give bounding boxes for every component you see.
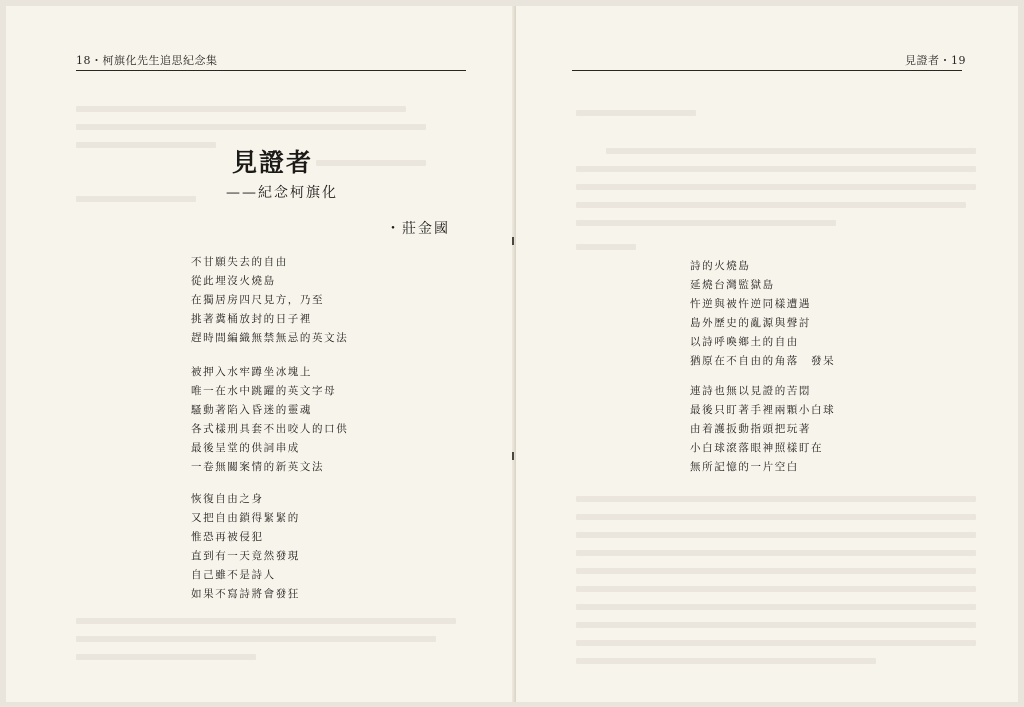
stanza-5 [690, 382, 835, 477]
poem-line: 以詩呼喚鄉土的自由 [690, 336, 799, 348]
poem-line: 島外歷史的亂源與聲討 [690, 317, 811, 329]
poem-line: 在獨居房四尺見方，乃至 [191, 294, 325, 306]
poem-line: 忤逆與被忤逆同樣遭遇 [690, 298, 811, 310]
poem-line: 最後只盯著手裡兩顆小白球 [690, 404, 836, 416]
show-through-text [576, 604, 976, 610]
poem-line: 騷動著陷入昏迷的靈魂 [191, 404, 312, 416]
show-through-text [576, 640, 976, 646]
show-through-text [576, 532, 976, 538]
poem-line: 連詩也無以見證的苦悶 [690, 385, 811, 397]
poem-line: 直到有一天竟然發現 [191, 550, 300, 562]
poem-line: 各式樣刑具套不出咬人的口供 [191, 423, 349, 435]
poem-line: 詩的火燒島 [690, 260, 751, 272]
show-through-text [576, 496, 976, 502]
poem-line: 自己雖不是詩人 [191, 569, 276, 581]
poem-line: 恢復自由之身 [191, 493, 264, 505]
show-through-text [576, 622, 976, 628]
poem-line: 又把自由鎖得緊緊的 [191, 512, 300, 524]
right-page [516, 6, 1018, 702]
poem-author: ・莊金國 [386, 221, 450, 237]
show-through-text [576, 184, 976, 190]
poem-line: 最後呈堂的供詞串成 [191, 442, 300, 454]
show-through-text [576, 514, 976, 520]
show-through-text [576, 550, 976, 556]
show-through-text [576, 220, 836, 226]
show-through-text [76, 636, 436, 642]
show-through-text [576, 166, 976, 172]
poem-line: 惟恐再被侵犯 [191, 531, 264, 543]
left-page [6, 6, 516, 702]
right-running-header: 見證者・19 [905, 54, 966, 67]
show-through-text [576, 110, 696, 116]
stanza-1 [191, 253, 348, 348]
show-through-text [76, 106, 406, 112]
stanza-4 [690, 257, 835, 371]
poem-subtitle: ——紀念柯旗化 [226, 185, 338, 201]
show-through-text [76, 124, 426, 130]
poem-line: 挑著糞桶放封的日子裡 [191, 313, 312, 325]
poem-line: 如果不寫詩將會發狂 [191, 588, 300, 600]
binding-mark [512, 452, 514, 460]
show-through-text [576, 202, 966, 208]
poem-line: 無所記憶的一片空白 [690, 461, 799, 473]
right-header-rule [572, 70, 962, 71]
stanza-2 [191, 363, 348, 477]
poem-line: 從此埋沒火燒島 [191, 275, 276, 287]
poem-line: 猶原在不自由的角落 發呆 [690, 355, 836, 367]
show-through-text [576, 244, 636, 250]
binding-mark [512, 237, 514, 245]
poem-line: 唯一在水中跳躍的英文字母 [191, 385, 337, 397]
poem-line: 小白球滾落眼神照樣盯在 [690, 442, 824, 454]
poem-line: 一卷無關案情的新英文法 [191, 461, 325, 473]
show-through-text [576, 586, 976, 592]
poem-line: 由着護扳動指頭把玩著 [690, 423, 811, 435]
show-through-text [606, 148, 976, 154]
poem-line: 趕時間編織無禁無忌的英文法 [191, 332, 349, 344]
poem-line: 延燒台灣監獄島 [690, 279, 775, 291]
show-through-text [76, 196, 196, 202]
show-through-text [76, 618, 456, 624]
show-through-text [76, 142, 216, 148]
show-through-text [576, 658, 876, 664]
show-through-text [576, 568, 976, 574]
left-header-rule [76, 70, 466, 71]
poem-line: 不甘願失去的自由 [191, 256, 288, 268]
poem-title: 見證者 [232, 148, 314, 177]
stanza-3 [191, 490, 300, 604]
show-through-text [76, 654, 256, 660]
left-running-header: 18・柯旗化先生追思紀念集 [76, 54, 218, 67]
show-through-text [316, 160, 426, 166]
poem-line: 被押入水牢蹲坐冰塊上 [191, 366, 312, 378]
